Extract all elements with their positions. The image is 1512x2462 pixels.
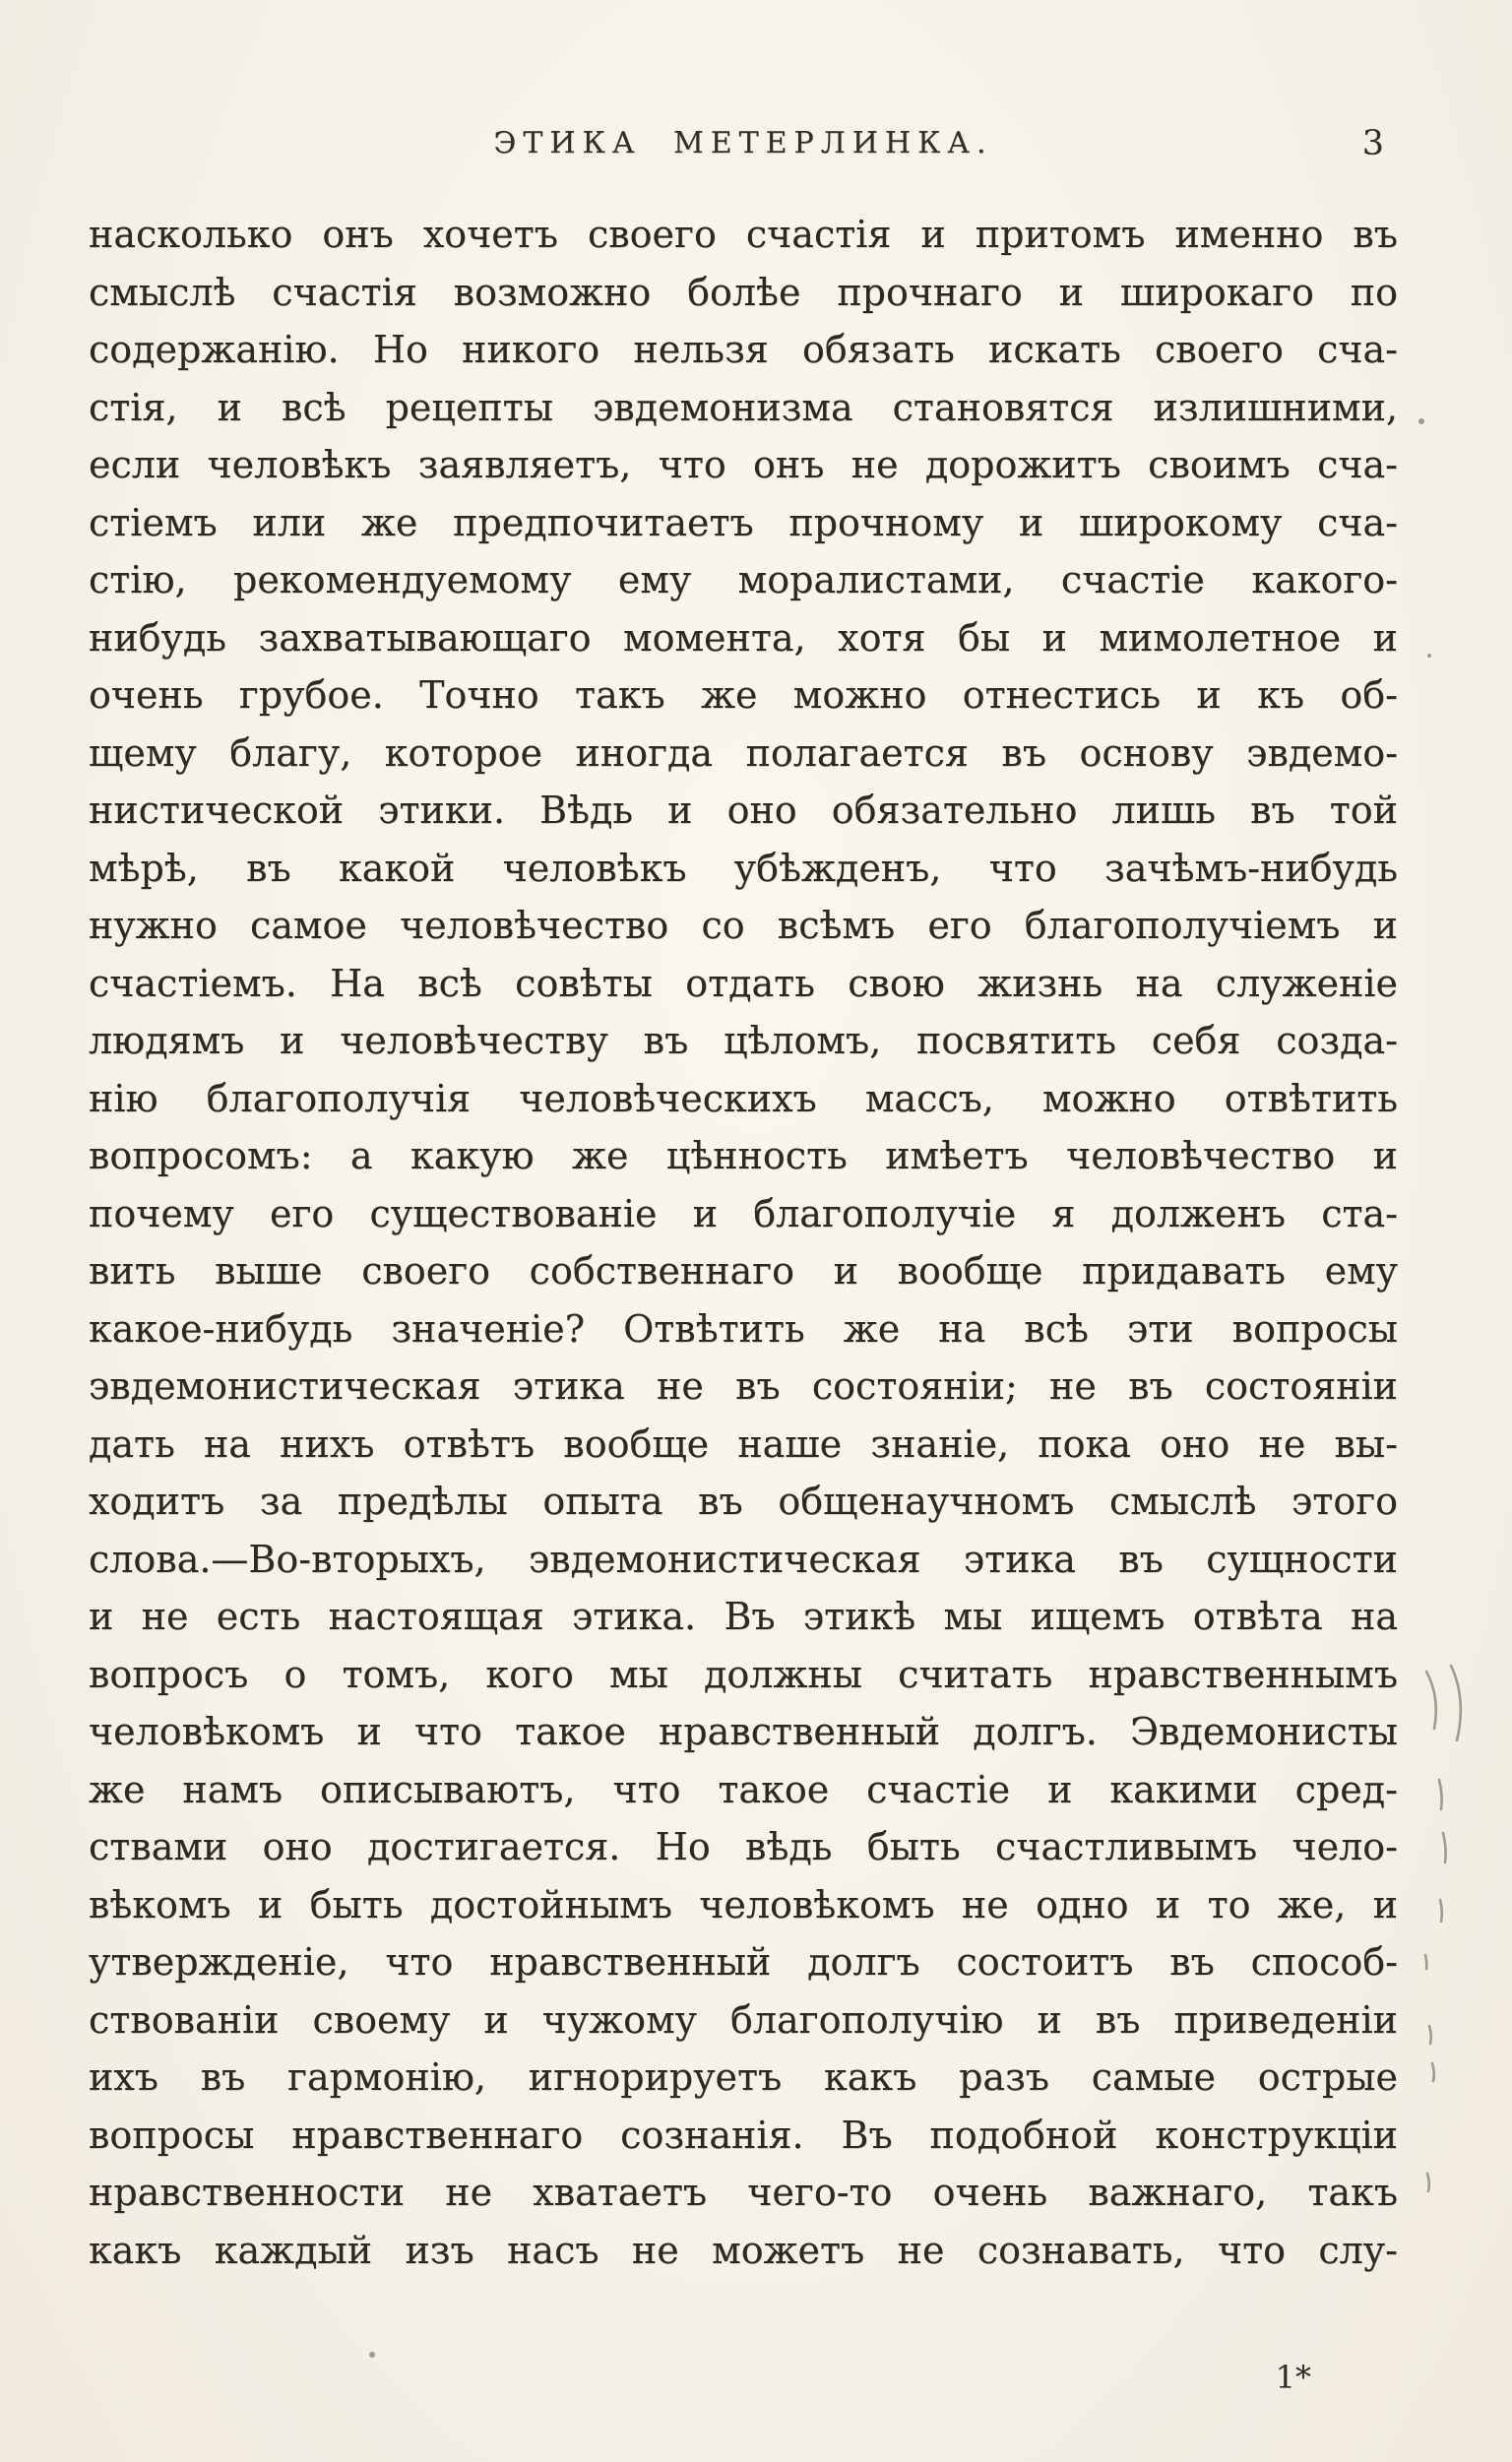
text-line: ихъ въ гармонію, игнорируетъ какъ разъ самые острые xyxy=(89,2055,1398,2099)
text-line: почему его существованіе и благополучіе я долженъ ста- xyxy=(89,1191,1398,1235)
text-line: людямъ и человѣчеству въ цѣломъ, посвятить себя созда- xyxy=(89,1019,1398,1062)
text-line: стіемъ или же предпочитаетъ прочному и широкому сча- xyxy=(89,500,1398,544)
pencil-stroke xyxy=(1440,1900,1442,1922)
text-line: нію благополучія человѣческихъ массъ, можно отвѣтить xyxy=(89,1076,1398,1120)
text-line: нибудь захватывающаго момента, хотя бы и мимолетное и xyxy=(89,615,1398,660)
text-line: вопросъ о томъ, кого мы должны считать нравственнымъ xyxy=(89,1652,1398,1696)
text-line: нужно самое человѣчество со всѣмъ его благополучіемъ и xyxy=(89,904,1398,947)
pencil-stroke xyxy=(1427,2174,1429,2191)
text-line: дать на нихъ отвѣтъ вообще наше знаніе, пока оно не вы- xyxy=(89,1421,1398,1466)
text-line: если человѣкъ заявляетъ, что онъ не дорожитъ своимъ сча- xyxy=(89,443,1398,486)
text-line: щему благу, которое иногда полагается въ основу эвдемо- xyxy=(89,730,1398,775)
text-line: стію, рекомендуемому ему моралистами, счастіе какого- xyxy=(89,558,1398,601)
text-line: нравственности не хватаетъ чего-то очень важнаго, такъ xyxy=(89,2171,1398,2214)
pencil-stroke xyxy=(1451,1666,1461,1740)
text-line: смыслѣ счастія возможно болѣе прочнаго и широкаго по xyxy=(89,270,1398,314)
body-text xyxy=(89,206,1398,2279)
text-line: слова.—Во-вторыхъ, эвдемонистическая этика въ сущности xyxy=(89,1537,1398,1581)
text-line: насколько онъ хочетъ своего счастія и притомъ именно въ xyxy=(89,213,1398,256)
text-line: какъ каждый изъ насъ не можетъ не сознавать, что слу- xyxy=(89,2228,1398,2272)
text-line: утвержденіе, что нравственный долгъ состоитъ въ способ- xyxy=(89,1940,1398,1984)
ink-speck xyxy=(1427,654,1431,658)
text-line: ствованіи своему и чужому благополучію и въ приведеніи xyxy=(89,1997,1398,2042)
text-line: вопросомъ: а какую же цѣнность имѣетъ человѣчество и xyxy=(89,1134,1398,1177)
text-line: же намъ описываютъ, что такое счастіе и какими сред- xyxy=(89,1767,1398,1811)
pencil-stroke xyxy=(1425,1955,1426,1969)
text-line: нистической этики. Вѣдь и оно обязательно лишь въ той xyxy=(89,789,1398,832)
pencil-stroke xyxy=(1443,1833,1446,1862)
text-line: очень грубое. Точно такъ же можно отнестись и къ об- xyxy=(89,673,1398,717)
text-line: какое-нибудь значеніе? Отвѣтить же на всѣ эти вопросы xyxy=(89,1306,1398,1351)
pencil-stroke xyxy=(1426,1672,1436,1729)
text-line: человѣкомъ и что такое нравственный долгъ. Эвдемонисты xyxy=(89,1710,1398,1753)
pencil-stroke xyxy=(1439,1780,1442,1809)
text-line: вопросы нравственнаго сознанія. Въ подобной конструкціи xyxy=(89,2113,1398,2157)
page-footer xyxy=(89,2359,1311,2396)
pencil-stroke xyxy=(1432,2063,1434,2081)
ink-speck xyxy=(369,2352,375,2358)
page-number: 3 xyxy=(1361,124,1384,163)
text-line: стія, и всѣ рецепты эвдемонизма становятся излишними, xyxy=(89,385,1398,429)
text-line: эвдемонистическая этика не въ состояніи; не въ состояніи xyxy=(89,1364,1398,1408)
text-line: мѣрѣ, въ какой человѣкъ убѣжденъ, что зачѣмъ-нибудь xyxy=(89,846,1398,890)
text-line: счастіемъ. На всѣ совѣты отдать свою жизнь на служеніе xyxy=(89,961,1398,1005)
running-title: ЭТИКА МЕТЕРЛИНКА. xyxy=(493,126,993,160)
signature-mark: 1* xyxy=(1275,2359,1311,2396)
page-header xyxy=(89,126,1398,171)
pencil-stroke xyxy=(1429,2026,1431,2044)
text-line: вѣкомъ и быть достойнымъ человѣкомъ не одно и то же, и xyxy=(89,1882,1398,1926)
text-line: и не есть настоящая этика. Въ этикѣ мы ищемъ отвѣта на xyxy=(89,1595,1398,1638)
text-line: ходитъ за предѣлы опыта въ общенаучномъ смыслѣ этого xyxy=(89,1480,1398,1523)
text-line: содержанію. Но никого нельзя обязать искать своего сча- xyxy=(89,328,1398,371)
text-line: ствами оно достигается. Но вѣдь быть счастливымъ чело- xyxy=(89,1825,1398,1868)
ink-speck xyxy=(1418,418,1424,424)
text-line: вить выше своего собственнаго и вообще придавать ему xyxy=(89,1249,1398,1293)
